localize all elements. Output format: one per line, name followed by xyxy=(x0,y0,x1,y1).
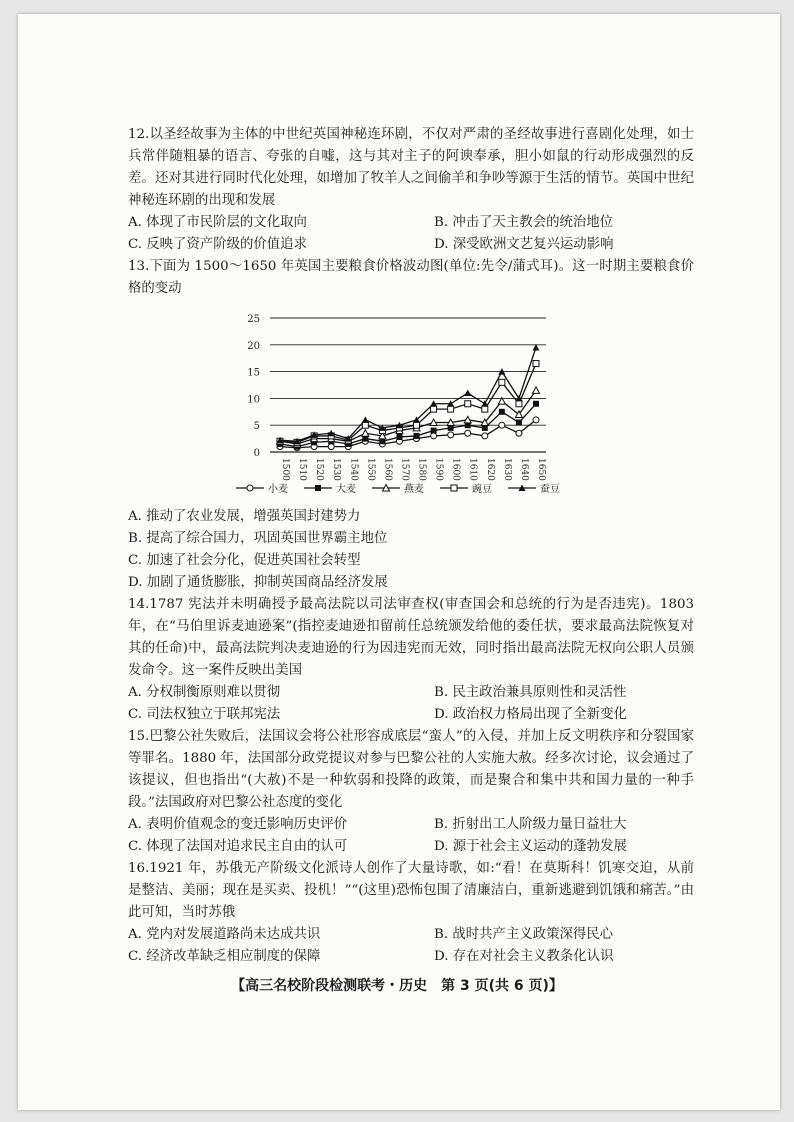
x-tick-label: 1510 xyxy=(297,458,308,481)
data-point xyxy=(533,401,539,407)
data-point xyxy=(396,434,402,440)
question-text: 巴黎公社失败后，法国议会将公社形容成底层“蛮人”的入侵，并加上反文明秩序和分裂国家等罪名。1880 年，法国部分政党提议对参与巴黎公社的人实施大赦。经多次讨论，议会通过了该提议，但也指出“(大赦)不是一种软弱和投降的政策，而是聚合和集中共和国力量的一种手段。”法国政府对巴黎公社态度的变化 xyxy=(128,729,694,810)
options xyxy=(128,212,694,256)
question-16 xyxy=(128,858,694,968)
option-b: B. 民主政治兼具原则性和灵活性 xyxy=(434,685,627,700)
price-chart-svg xyxy=(128,302,694,502)
data-point xyxy=(464,390,471,397)
option-a: A. 党内对发展道路尚未达成共识 xyxy=(128,927,321,942)
x-tick-label: 1520 xyxy=(314,458,325,481)
series-line xyxy=(280,364,536,443)
question-text: 以圣经故事为主体的中世纪英国神秘连环剧，不仅对严肃的圣经故事进行喜剧化处理，如士兵常伴随粗暴的语言、夸张的自嘘，这与其对主子的阿谀奉承，胆小如鼠的行动形成强烈的反差。还对其进行同时代化处理，如增加了牧羊人之间偷羊和争吵等源于生活的情节。英国中世纪神秘连环剧的出现和发展 xyxy=(128,127,694,208)
option-c: C. 体现了法国对追求民主自由的认可 xyxy=(128,839,348,854)
x-tick-label: 1600 xyxy=(450,458,461,481)
question-15 xyxy=(128,726,694,858)
option-c: C. 经济改革缺乏相应制度的保障 xyxy=(128,949,321,964)
data-point xyxy=(482,406,488,412)
legend-marker xyxy=(247,485,253,491)
y-tick-label: 20 xyxy=(247,340,260,352)
option-a: A. 分权制衡原则难以贯彻 xyxy=(128,685,281,700)
legend-label: 豌豆 xyxy=(472,484,492,495)
data-point xyxy=(448,432,454,438)
legend-marker xyxy=(451,485,457,491)
y-tick-label: 5 xyxy=(253,421,260,433)
question-14 xyxy=(128,594,694,726)
option-b: B. 提高了综合国力，巩固英国世界霸主地位 xyxy=(128,531,388,546)
option-c: C. 加速了社会分化，促进英国社会转型 xyxy=(128,553,361,568)
legend-label: 燕麦 xyxy=(404,484,424,495)
x-tick-label: 1500 xyxy=(280,458,290,481)
x-tick-label: 1570 xyxy=(399,458,410,481)
x-tick-label: 1560 xyxy=(382,458,393,481)
data-point xyxy=(465,430,471,436)
legend-label: 大麦 xyxy=(336,484,356,495)
price-chart xyxy=(128,302,694,502)
legend-marker xyxy=(315,485,321,491)
data-point xyxy=(431,428,437,434)
data-point xyxy=(533,361,539,367)
questions-area xyxy=(128,124,694,968)
data-point xyxy=(499,422,505,428)
x-tick-label: 1640 xyxy=(518,458,529,481)
data-point xyxy=(328,444,334,450)
option-a: A. 推动了农业发展，增强英国封建势力 xyxy=(128,509,361,524)
question-text: 下面为 1500～1650 年英国主要粮食价格波动图(单位:先令/蒲式耳)。这一时期主要粮食价格的变动 xyxy=(128,259,694,296)
series-line xyxy=(280,420,536,448)
option-a: A. 体现了市民阶层的文化取向 xyxy=(128,215,307,230)
option-d: D. 加剧了通货膨胀，抑制英国商品经济发展 xyxy=(128,575,388,590)
options xyxy=(128,506,694,594)
question-text: 1787 宪法并未明确授予最高法院以司法审查权(审查国会和总统的行为是否违宪)。1803 年，在“马伯里诉麦迪逊案”(指控麦迪逊扣留前任总统颁发给他的委任状，要求最高法院恢复对其的任命)中，最高法院判决麦迪逊的行为因违宪而无效，同时指出最高法院无权向公职人员颁发命令。这一案件反映出美国 xyxy=(128,597,694,678)
data-point xyxy=(516,401,522,407)
x-tick-label: 1620 xyxy=(484,458,495,481)
data-point xyxy=(482,433,488,439)
option-b: B. 战时共产主义政策深得民心 xyxy=(434,927,614,942)
option-c: C. 反映了资产阶级的价值追求 xyxy=(128,237,307,252)
question-12 xyxy=(128,124,694,256)
data-point xyxy=(533,387,540,394)
question-number: 15. xyxy=(128,729,150,744)
data-point xyxy=(414,422,420,428)
y-tick-label: 10 xyxy=(247,394,260,406)
x-tick-label: 1610 xyxy=(467,458,478,481)
data-point xyxy=(448,406,454,412)
question-stem xyxy=(128,594,694,682)
question-number: 16. xyxy=(128,861,150,876)
options xyxy=(128,924,694,968)
data-point xyxy=(414,433,420,439)
question-stem xyxy=(128,726,694,814)
question-number: 14. xyxy=(128,597,150,612)
y-tick-label: 25 xyxy=(247,314,260,325)
data-point xyxy=(465,401,471,407)
data-point xyxy=(516,420,522,426)
question-text: 1921 年，苏俄无产阶级文化派诗人创作了大量诗歌，如:“看！在莫斯科！饥寒交迫，从前是整洁、美丽；现在是买卖、投机！”“(这里)恐怖包围了清廉洁白，重新逃避到饥饿和痛苦。”由此可知，当时苏俄 xyxy=(128,861,694,920)
data-point xyxy=(431,406,437,412)
legend-label: 蚕豆 xyxy=(540,484,560,495)
question-number: 13. xyxy=(128,259,150,274)
x-tick-label: 1580 xyxy=(416,458,427,481)
question-number: 12. xyxy=(128,127,150,142)
x-tick-label: 1590 xyxy=(433,458,444,481)
data-point xyxy=(533,417,539,423)
options xyxy=(128,814,694,858)
x-tick-label: 1550 xyxy=(365,458,376,481)
question-13 xyxy=(128,256,694,594)
option-b: B. 冲击了天主教会的统治地位 xyxy=(434,215,614,230)
data-point xyxy=(431,433,437,439)
option-d: D. 源于社会主义运动的蓬勃发展 xyxy=(434,839,627,854)
option-b: B. 折射出工人阶级力量日益壮大 xyxy=(434,817,627,832)
data-point xyxy=(516,430,522,436)
x-tick-label: 1630 xyxy=(501,458,512,481)
question-stem xyxy=(128,256,694,300)
data-point xyxy=(362,416,369,423)
options xyxy=(128,682,694,726)
page-footer: 【高三名校阶段检测联考・历史 第 3 页(共 6 页)】 xyxy=(231,978,563,994)
y-tick-label: 0 xyxy=(253,448,260,459)
x-tick-label: 1650 xyxy=(536,458,546,481)
option-d: D. 深受欧洲文艺复兴运动影响 xyxy=(434,237,614,252)
question-stem xyxy=(128,858,694,924)
x-tick-label: 1530 xyxy=(331,458,342,481)
option-c: C. 司法权独立于联邦宪法 xyxy=(128,707,281,722)
data-point xyxy=(499,379,505,385)
data-point xyxy=(499,409,505,415)
y-tick-label: 15 xyxy=(247,367,260,379)
data-point xyxy=(481,400,488,407)
option-a: A. 表明价值观念的变迁影响历史评价 xyxy=(128,817,348,832)
question-stem xyxy=(128,124,694,212)
legend-label: 小麦 xyxy=(268,484,288,495)
x-tick-label: 1540 xyxy=(348,458,359,481)
option-d: D. 存在对社会主义教条化认识 xyxy=(434,949,614,964)
option-d: D. 政治权力格局出现了全新变化 xyxy=(434,707,627,722)
